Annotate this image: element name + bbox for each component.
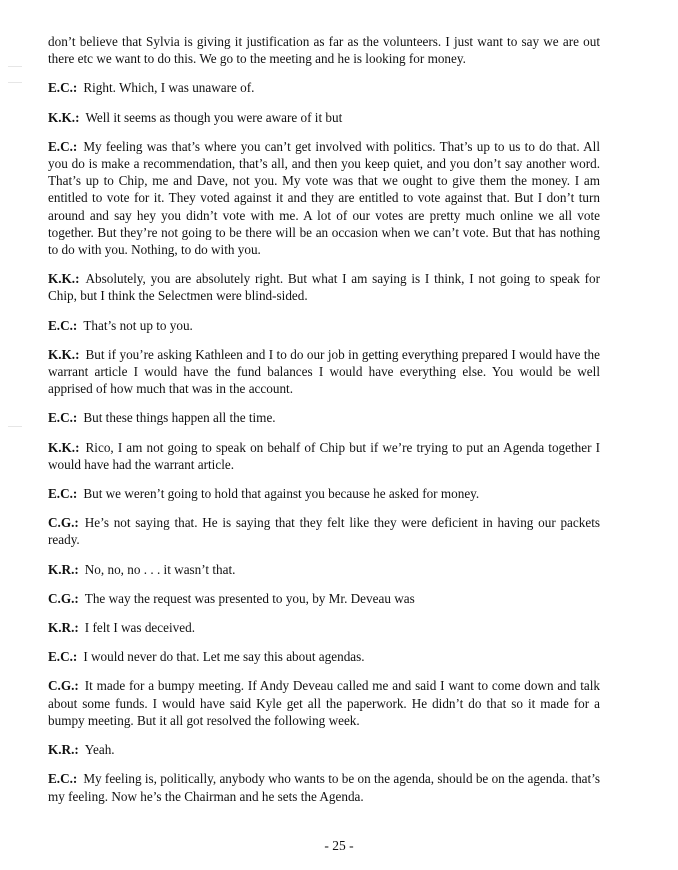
entry-text: He’s not saying that. He is saying that they felt like they were deficient in having our packets ready. [48, 515, 600, 548]
entry-text: No, no, no . . . it wasn’t that. [84, 561, 236, 577]
speaker-label: E.C.: [48, 80, 78, 96]
transcript-entry [48, 619, 600, 636]
transcript-entry [48, 270, 600, 304]
entry-text: Right. Which, I was unaware of. [83, 80, 255, 96]
transcript-entry [48, 561, 600, 578]
transcript-entry [48, 648, 600, 665]
entry-text: Yeah. [84, 742, 115, 758]
speaker-label: K.K.: [48, 271, 80, 287]
transcript-entry [48, 317, 600, 334]
entry-text: Well it seems as though you were aware of it but [85, 109, 343, 125]
speaker-label: K.R.: [48, 620, 79, 636]
speaker-label: K.K.: [48, 109, 80, 125]
transcript-entry [48, 109, 600, 126]
speaker-label: K.R.: [48, 742, 79, 758]
speaker-label: E.C.: [48, 649, 78, 665]
transcript-entry [48, 346, 600, 398]
entry-text: Absolutely, you are absolutely right. But what I am saying is I think, I not going to speak for Chip, but I think the Selectmen were blind-sided. [48, 271, 600, 304]
transcript-entry [48, 741, 600, 758]
transcript-opening: don’t believe that Sylvia is giving it justification as far as the volunteers. I just want to say we are out there etc we want to do this. We go to the meeting and he is looking for money. [48, 34, 600, 67]
transcript-entry [48, 485, 600, 502]
entry-text: But if you’re asking Kathleen and I to do our job in getting everything prepared I would have the warrant article I would have the fund balances I would have everything else. You would be well apprised of how much that was in the account. [48, 346, 600, 397]
transcript-entry [48, 677, 600, 729]
entry-text: The way the request was presented to you, by Mr. Deveau was [84, 590, 415, 606]
scan-artifact [8, 426, 22, 427]
speaker-label: C.G.: [48, 678, 79, 694]
speaker-label: E.C.: [48, 771, 78, 787]
scan-artifact [8, 66, 22, 67]
speaker-label: K.K.: [48, 439, 80, 455]
entry-text: My feeling is, politically, anybody who wants to be on the agenda, should be on the agenda. that’s my feeling. Now he’s the Chairman and he sets the Agenda. [48, 771, 600, 804]
entry-text: Rico, I am not going to speak on behalf of Chip but if we’re trying to put an Agenda together I would have had the warrant article. [48, 439, 600, 472]
speaker-label: E.C.: [48, 317, 78, 333]
speaker-label: E.C.: [48, 410, 78, 426]
entry-text: I would never do that. Let me say this about agendas. [83, 649, 365, 665]
speaker-label: C.G.: [48, 590, 79, 606]
transcript-entry [48, 79, 600, 96]
transcript-entry [48, 590, 600, 607]
entry-text: I felt I was deceived. [84, 620, 195, 636]
transcript-entry [48, 138, 600, 258]
transcript-entry [48, 770, 600, 804]
speaker-label: C.G.: [48, 515, 79, 531]
speaker-label: K.K.: [48, 346, 80, 362]
entry-text: But these things happen all the time. [83, 410, 276, 426]
transcript-entry [48, 439, 600, 473]
speaker-label: E.C.: [48, 486, 78, 502]
entry-text: My feeling was that’s where you can’t get involved with politics. That’s up to us to do that. All you do is make a recommendation, that’s all, and then you keep quiet, and you don’t say another word. That’s up to Chip, me and Dave, not you. My vote was that we ought to give them the money. I am entitled to vote for it. They voted against it and they are entitled to vote against that. But I don’t turn around and say hey you didn’t vote with me. A lot of our votes are pretty much online we all vote together. But they’re not going to be there will be an occasion when we can’t vote. But that has nothing to do with you. Nothing, to do with you. [48, 138, 600, 258]
transcript-body [48, 33, 600, 817]
scan-artifact [8, 82, 22, 83]
transcript-entry [48, 409, 600, 426]
speaker-label: K.R.: [48, 561, 79, 577]
transcript-entry [48, 514, 600, 548]
entry-text: But we weren’t going to hold that against you because he asked for money. [83, 486, 480, 502]
entry-text: That’s not up to you. [83, 317, 193, 333]
page-number: - 25 - [324, 838, 354, 853]
speaker-label: E.C.: [48, 138, 78, 154]
entry-text: It made for a bumpy meeting. If Andy Deveau called me and said I want to come down and talk about some funds. I would have said Kyle get all the paperwork. He didn’t do that so it made for a bumpy meeting. But it all got resolved the following week. [48, 678, 600, 728]
